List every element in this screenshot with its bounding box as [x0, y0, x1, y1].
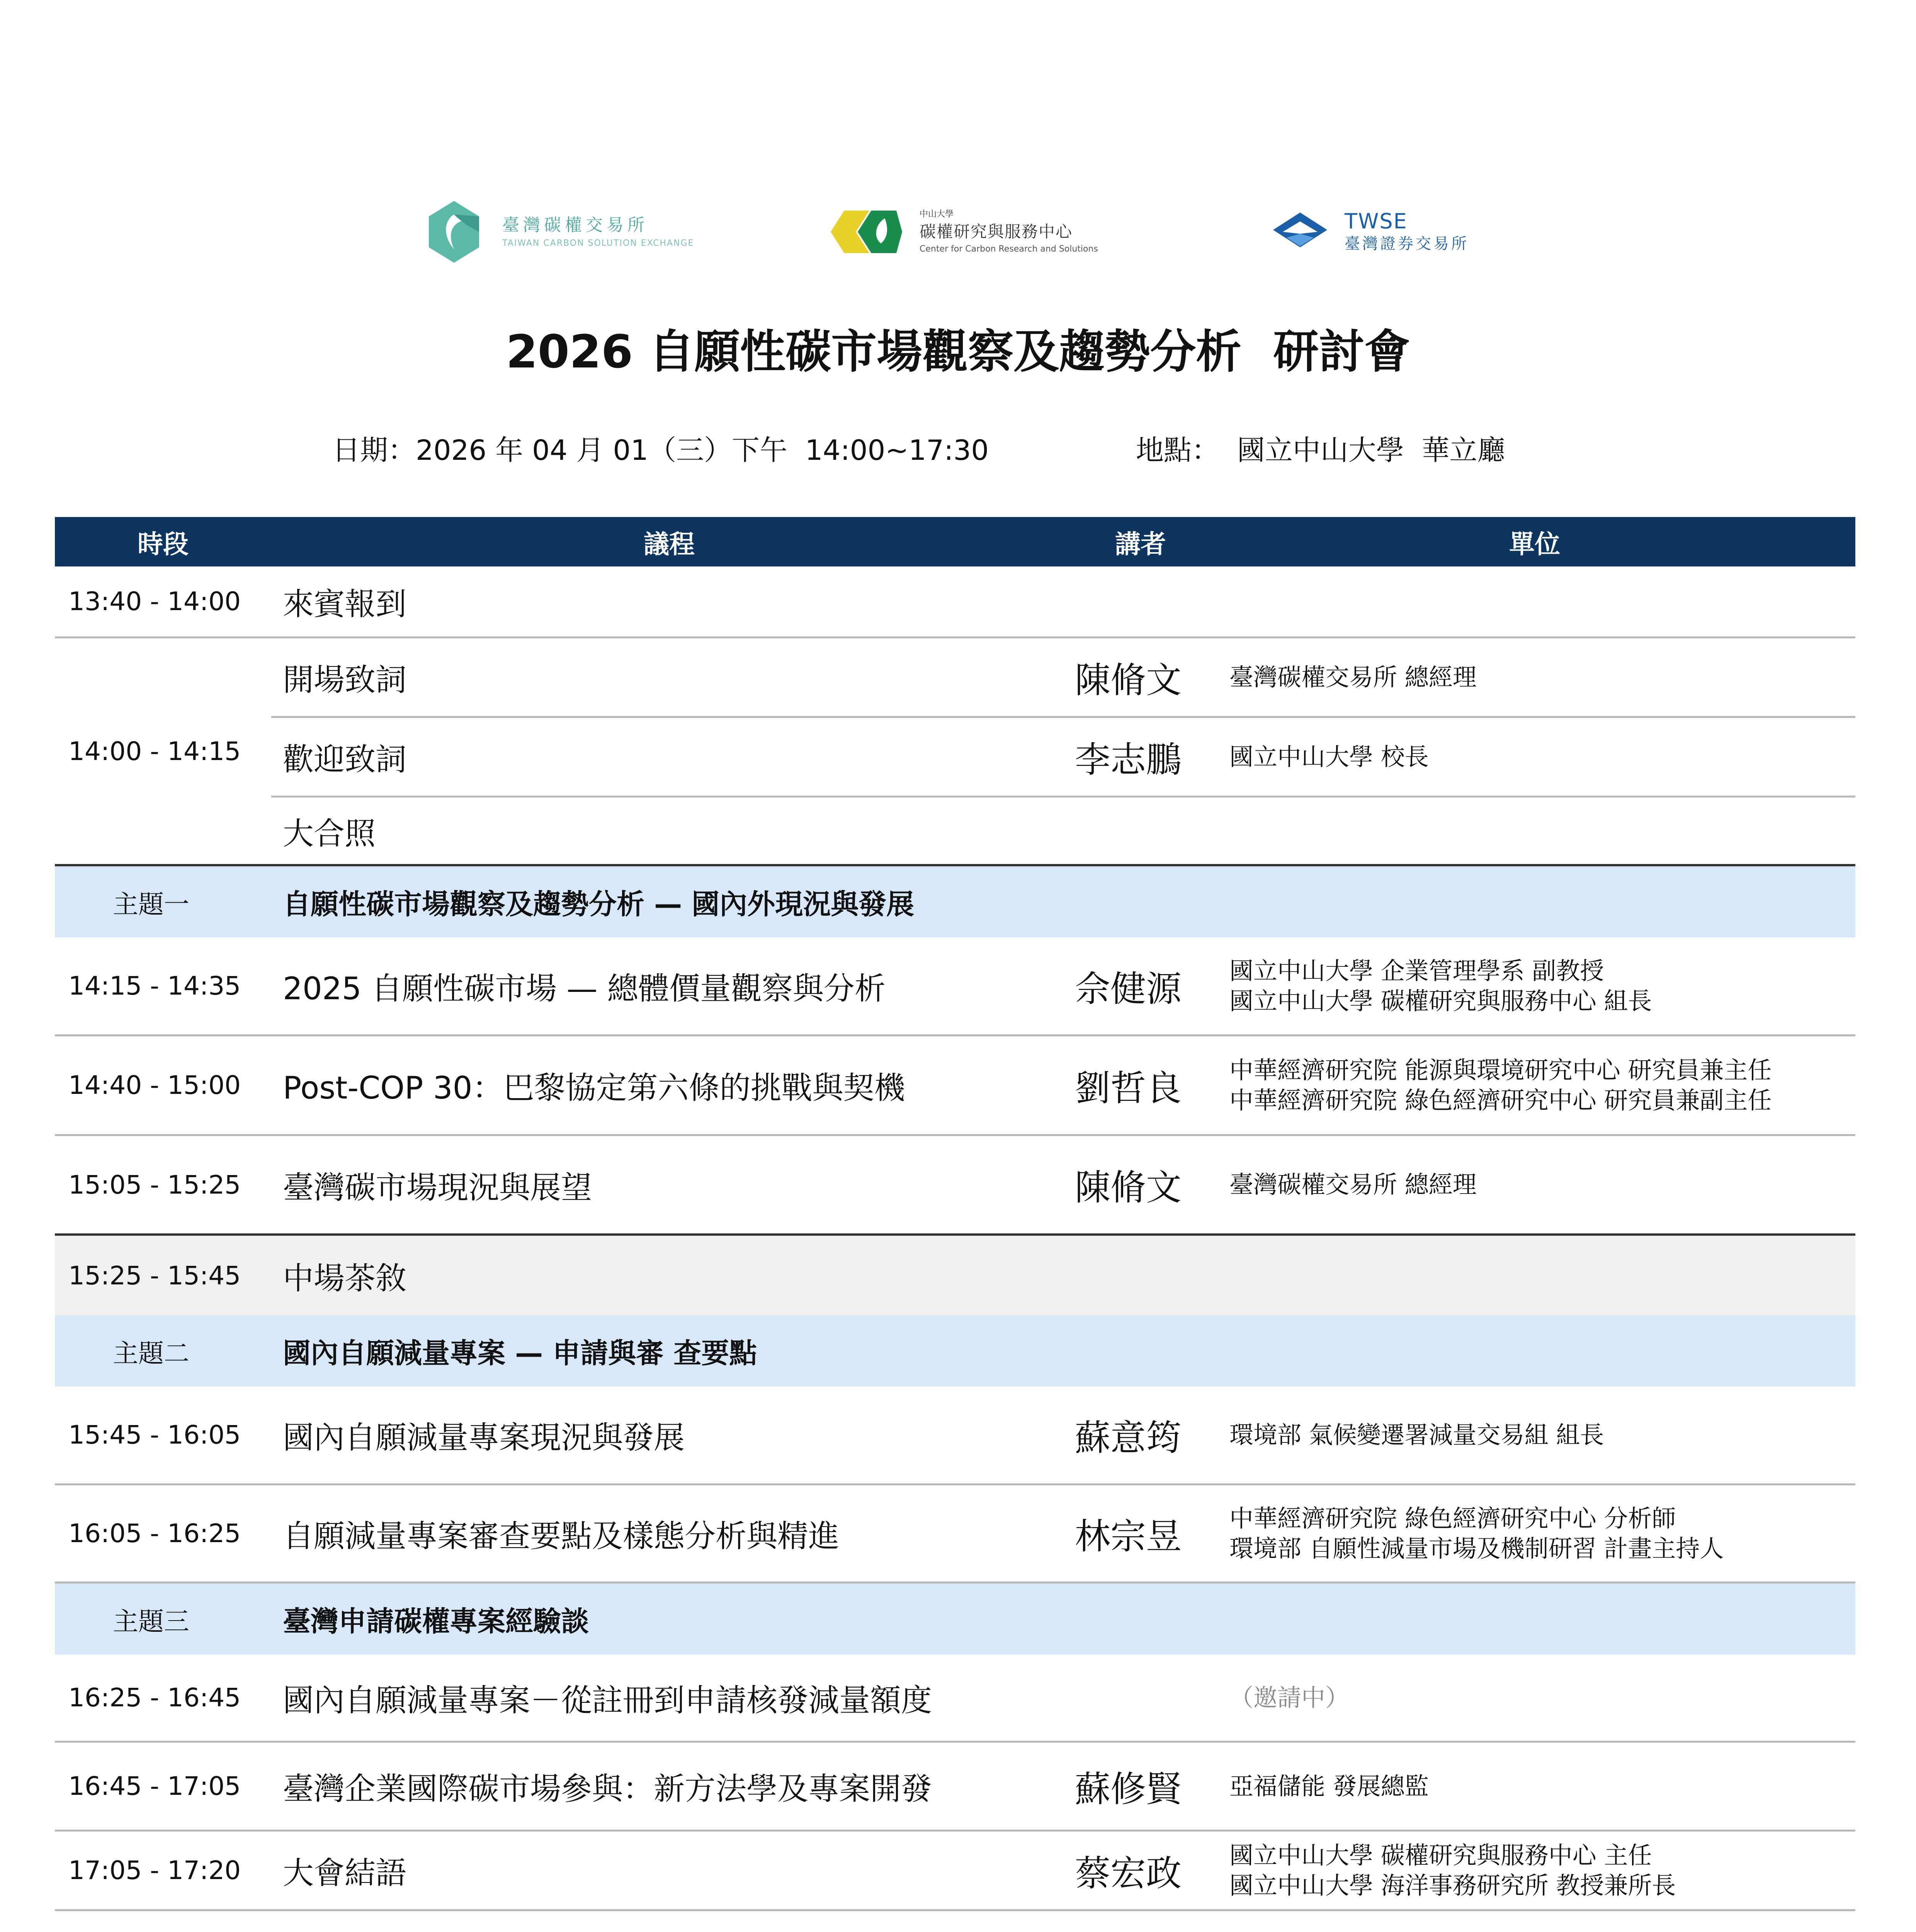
table-row [55, 1136, 1855, 1236]
row-unit [1214, 1386, 1855, 1483]
row-speaker: 陳脩文 [1075, 659, 1182, 701]
tcx-english-name: TAIWAN CARBON SOLUTION EXCHANGE [502, 238, 694, 248]
row-unit [1214, 1136, 1855, 1233]
row-unit [1214, 1485, 1855, 1582]
row-speaker: 蘇修賢 [1075, 1768, 1182, 1810]
row-speaker: 李志鵬 [1075, 739, 1182, 781]
page-title: 2026 自願性碳市場觀察及趨勢分析 研討會 [506, 325, 1410, 378]
theme-title: 國內自願減量專案 — 申請與審 查要點 [283, 1337, 757, 1369]
row-speaker: 林宗昱 [1075, 1515, 1182, 1557]
row-speaker: 蘇意筠 [1075, 1417, 1182, 1459]
logo-bar [0, 185, 1916, 278]
nsysu-ccrs-logo [827, 185, 1098, 278]
header-unit: 單位 [1509, 529, 1560, 559]
tcx-name: 臺灣碳權交易所 [502, 215, 648, 235]
unit-line: 臺灣碳權交易所 總經理 [1229, 1170, 1477, 1199]
row-speaker: 蔡宏政 [1075, 1852, 1182, 1894]
table-row [55, 566, 1855, 638]
table-row [55, 1485, 1855, 1583]
theme-row [55, 866, 1855, 937]
row-unit [1214, 937, 1855, 1034]
table-row-group [55, 638, 1855, 866]
unit-line: 國立中山大學 校長 [1229, 742, 1429, 771]
table-header [55, 517, 1855, 566]
row-agenda: 來賓報到 [283, 586, 406, 622]
tcx-logo [421, 185, 694, 278]
row-speaker: 佘健源 [1075, 968, 1182, 1010]
row-time: 14:15 - 14:35 [68, 971, 241, 1001]
leaf-emblem-icon [827, 207, 904, 257]
table-row [271, 718, 1855, 798]
twse-logo [1271, 185, 1469, 278]
ccrs-name: 碳權研究與服務中心 [920, 222, 1073, 241]
row-unit [1214, 1743, 1855, 1830]
row-speaker: 陳脩文 [1075, 1167, 1182, 1208]
row-unit [1214, 1655, 1855, 1741]
unit-line: 中華經濟研究院 綠色經濟研究中心 研究員兼副主任 [1229, 1086, 1772, 1114]
row-unit [1214, 718, 1855, 796]
table-row [55, 1236, 1855, 1315]
unit-line: （邀請中） [1229, 1683, 1350, 1712]
row-time: 16:45 - 17:05 [68, 1771, 241, 1801]
row-agenda: 開場致詞 [283, 662, 406, 698]
row-time: 16:05 - 16:25 [68, 1519, 241, 1548]
row-speaker: 劉哲良 [1075, 1067, 1182, 1109]
row-speaker [1067, 1655, 1214, 1741]
row-agenda: 歡迎致詞 [283, 742, 406, 777]
row-agenda: 大合照 [283, 815, 376, 852]
unit-line: 國立中山大學 碳權研究與服務中心 組長 [1229, 986, 1652, 1015]
row-agenda: 中場茶敘 [283, 1260, 406, 1296]
row-time [55, 1911, 271, 1932]
unit-line: 臺灣碳權交易所 總經理 [1229, 663, 1477, 691]
table-row [55, 1386, 1855, 1485]
row-unit [1214, 638, 1855, 716]
row-agenda: 2025 自願性碳市場 — 總體價量觀察與分析 [283, 971, 886, 1007]
unit-line: 環境部 氣候變遷署減量交易組 組長 [1229, 1420, 1604, 1449]
unit-line: 環境部 自願性減量市場及機制研習 計畫主持人 [1229, 1534, 1724, 1563]
event-date: 日期：2026 年 04 月 01（三）下午 14:00~17:30 [332, 434, 989, 466]
table-row [55, 1832, 1855, 1911]
row-time: 17:05 - 17:20 [68, 1855, 241, 1885]
row-time: 16:25 - 16:45 [68, 1683, 241, 1713]
row-agenda: 國內自願減量專案現況與發展 [283, 1420, 685, 1456]
header-time: 時段 [138, 529, 189, 559]
theme-label: 主題二 [113, 1338, 189, 1368]
row-unit [1214, 1832, 1855, 1909]
unit-line: 中華經濟研究院 能源與環境研究中心 研究員兼主任 [1229, 1056, 1772, 1084]
table-row [55, 937, 1855, 1036]
unit-line: 國立中山大學 企業管理學系 副教授 [1229, 956, 1604, 985]
row-agenda: 國內自願減量專案－從註冊到申請核發減量額度 [283, 1682, 932, 1718]
row-time: 15:05 - 15:25 [68, 1170, 241, 1200]
header-agenda: 議程 [644, 529, 695, 559]
theme-row [55, 1315, 1855, 1386]
row-time: 13:40 - 14:00 [68, 587, 241, 616]
row-agenda: 臺灣企業國際碳市場參與：新方法學及專案開發 [283, 1771, 932, 1807]
table-row [55, 1655, 1855, 1743]
unit-line: 中華經濟研究院 綠色經濟研究中心 分析師 [1229, 1504, 1676, 1532]
row-time: 14:00 - 14:15 [68, 736, 241, 766]
theme-title: 臺灣申請碳權專案經驗談 [283, 1605, 589, 1638]
theme-row [55, 1583, 1855, 1655]
unit-line: 亞福儲能 發展總監 [1229, 1772, 1429, 1800]
table-row [55, 1743, 1855, 1832]
unit-line: 國立中山大學 海洋事務研究所 教授兼所長 [1229, 1871, 1676, 1900]
nsysu-name: 中山大學 [920, 209, 954, 219]
row-agenda: Post-COP 30：巴黎協定第六條的挑戰與契機 [283, 1070, 905, 1106]
row-agenda: 大會結語 [283, 1855, 406, 1891]
table-row [55, 1911, 1855, 1932]
table-row [271, 798, 1855, 864]
row-agenda: 自願減量專案審查要點及樣態分析與精進 [283, 1518, 839, 1554]
unit-line: 國立中山大學 碳權研究與服務中心 主任 [1229, 1841, 1652, 1869]
row-time: 15:25 - 15:45 [68, 1260, 241, 1291]
theme-label: 主題三 [113, 1606, 189, 1636]
event-venue: 地點： 國立中山大學 華立廳 [1136, 434, 1505, 466]
row-time: 15:45 - 16:05 [68, 1420, 241, 1450]
ccrs-english-name: Center for Carbon Research and Solutions [920, 244, 1098, 254]
agenda-table [55, 517, 1855, 1932]
theme-label: 主題一 [113, 889, 189, 919]
twse-emblem-icon [1271, 211, 1329, 253]
header-speaker: 講者 [1115, 529, 1166, 559]
table-row [271, 638, 1855, 718]
twse-acronym: TWSE [1345, 209, 1408, 233]
tcx-emblem-icon [421, 199, 487, 265]
theme-title: 自願性碳市場觀察及趨勢分析 — 國內外現況與發展 [283, 888, 915, 920]
row-unit [1214, 1036, 1855, 1134]
twse-name: 臺灣證券交易所 [1345, 235, 1469, 253]
row-agenda: 臺灣碳市場現況與展望 [283, 1169, 592, 1206]
row-time: 14:40 - 15:00 [68, 1070, 241, 1100]
table-row [55, 1036, 1855, 1136]
row-agenda [271, 1911, 1067, 1932]
